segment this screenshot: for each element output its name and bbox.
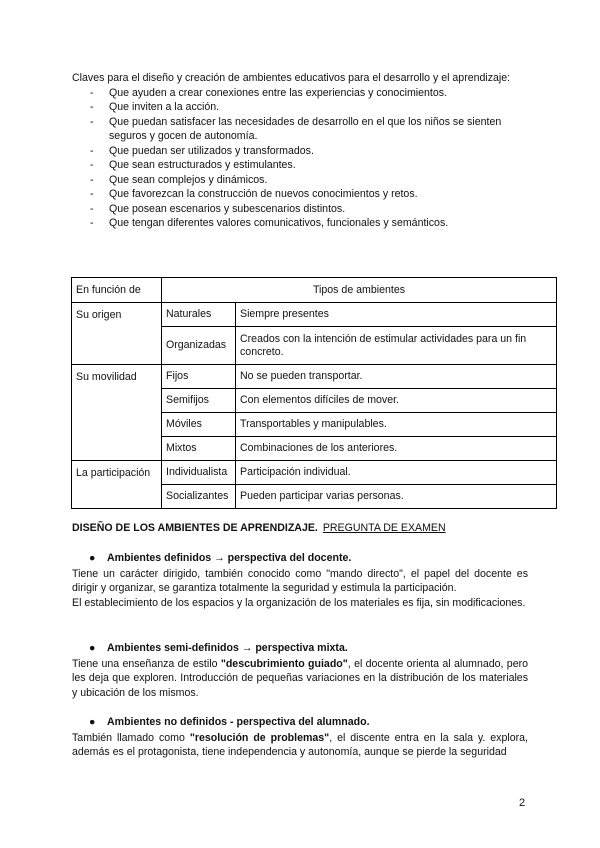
heading-text: Ambientes no definidos - perspectiva del alumnado.: [107, 716, 370, 728]
dash-marker: -: [90, 202, 94, 215]
type-cell: Semifijos: [162, 389, 236, 413]
type-cell: Individualista: [162, 461, 236, 485]
type-cell: Organizadas: [162, 327, 236, 365]
desc-cell: No se pueden transportar.: [236, 365, 557, 389]
list-item: [72, 216, 528, 231]
list-item-text: Que posean escenarios y subescenarios distintos.: [109, 202, 346, 215]
section-semi-defined: [72, 641, 528, 700]
intro-block: [72, 71, 528, 231]
desc-cell: Pueden participar varias personas.: [236, 485, 557, 509]
list-item-text: Que tengan diferentes valores comunicativos, funcionales y semánticos.: [109, 217, 449, 229]
desc-cell: Con elementos difíciles de mover.: [236, 389, 557, 413]
heading-text: Ambientes semi-definidos → perspectiva mixta.: [107, 642, 348, 654]
section-heading: [72, 715, 528, 730]
list-item: [72, 115, 528, 144]
table-row: [72, 303, 557, 327]
desc-cell: Transportables y manipulables.: [236, 413, 557, 437]
keys-list: [72, 86, 528, 231]
dash-marker: -: [90, 101, 94, 113]
list-item-text: Que sean estructurados y estimulantes.: [109, 159, 296, 171]
table-row: [72, 461, 557, 485]
bold-text: "resolución de problemas": [189, 731, 330, 744]
dash-marker: -: [90, 173, 94, 186]
paragraph: El establecimiento de los espacios y la organización de los materiales es fija, sin modificaciones.: [72, 596, 526, 609]
text-run: Tiene una enseñanza de estilo: [72, 657, 221, 670]
list-item-text: Que puedan satisfacer las necesidades de desarrollo en el que los niños se sienten seguros y gocen de autonomía.: [109, 115, 502, 142]
dash-marker: -: [90, 86, 94, 99]
heading-text: Ambientes definidos → perspectiva del docente.: [107, 552, 352, 564]
type-cell: Naturales: [162, 303, 236, 327]
environments-table: [71, 277, 557, 509]
section-title-text: DISEÑO DE LOS AMBIENTES DE APRENDIZAJE.: [72, 522, 318, 534]
bold-text: "descubrimiento guiado": [220, 657, 348, 670]
dash-marker: -: [90, 144, 94, 157]
bullet-icon: ●: [89, 552, 96, 564]
bullet-icon: ●: [89, 716, 96, 728]
list-item: [72, 158, 528, 173]
desc-cell: Participación individual.: [236, 461, 557, 485]
list-item: [72, 202, 528, 217]
section-heading: [72, 551, 528, 566]
type-cell: Socializantes: [162, 485, 236, 509]
text-run: También llamado como: [72, 731, 190, 744]
desc-cell: Siempre presentes: [236, 303, 557, 327]
text-run: , el discente entra en la sala y. explora, además es el protagonista, tiene independencia y autonomía, aunque se pierde la seguridad: [72, 731, 528, 758]
paragraph: Tiene un carácter dirigido, también conocido como "mando directo", el papel del docente es dirigir y organizar, se garantiza totalmente la seguridad y estimula la participación.: [72, 567, 528, 594]
paragraph: [72, 657, 528, 701]
list-item: [72, 86, 528, 101]
type-cell: Mixtos: [162, 437, 236, 461]
list-item: [72, 187, 528, 202]
dash-marker: -: [90, 217, 94, 229]
list-item: [72, 100, 528, 115]
list-item-text: Que ayuden a crear conexiones entre las experiencias y conocimientos.: [109, 86, 448, 99]
list-item-text: Que inviten a la acción.: [109, 101, 220, 113]
list-item: [72, 173, 528, 188]
header-types: Tipos de ambientes: [162, 278, 557, 303]
list-item-text: Que sean complejos y dinámicos.: [109, 173, 268, 186]
list-item-text: Que puedan ser utilizados y transformados.: [109, 144, 314, 157]
dash-marker: -: [90, 115, 94, 128]
table-header-row: [72, 278, 557, 303]
bullet-icon: ●: [89, 642, 96, 654]
table-row: [72, 365, 557, 389]
section-heading: [72, 641, 528, 656]
section-undefined: [72, 715, 528, 760]
desc-cell: Combinaciones de los anteriores.: [236, 437, 557, 461]
desc-cell: Creados con la intención de estimular actividades para un fin concreto.: [236, 327, 557, 365]
section-title: [72, 522, 446, 534]
dash-marker: -: [90, 159, 94, 171]
dash-marker: -: [90, 188, 94, 200]
paragraph: [72, 731, 528, 760]
page-number: 2: [519, 797, 526, 809]
list-item-text: Que favorezcan la construcción de nuevos conocimientos y retos.: [109, 188, 418, 200]
header-function: En función de: [72, 278, 162, 303]
text-run: , el docente orienta al alumnado, pero les deja que exploren. Introducción de pequeñas variaciones en la distribución de los materiales y ubicación de los mismos.: [72, 657, 528, 699]
list-item: [72, 144, 528, 159]
type-cell: Fijos: [162, 365, 236, 389]
group-label: Su movilidad: [72, 365, 162, 461]
section-defined: [72, 551, 528, 610]
group-label: La participación: [72, 461, 162, 509]
type-cell: Móviles: [162, 413, 236, 437]
group-label: Su origen: [72, 303, 162, 365]
intro-heading: Claves para el diseño y creación de ambientes educativos para el desarrollo y el aprendizaje:: [72, 72, 511, 84]
exam-note: PREGUNTA DE EXAMEN: [322, 522, 446, 534]
